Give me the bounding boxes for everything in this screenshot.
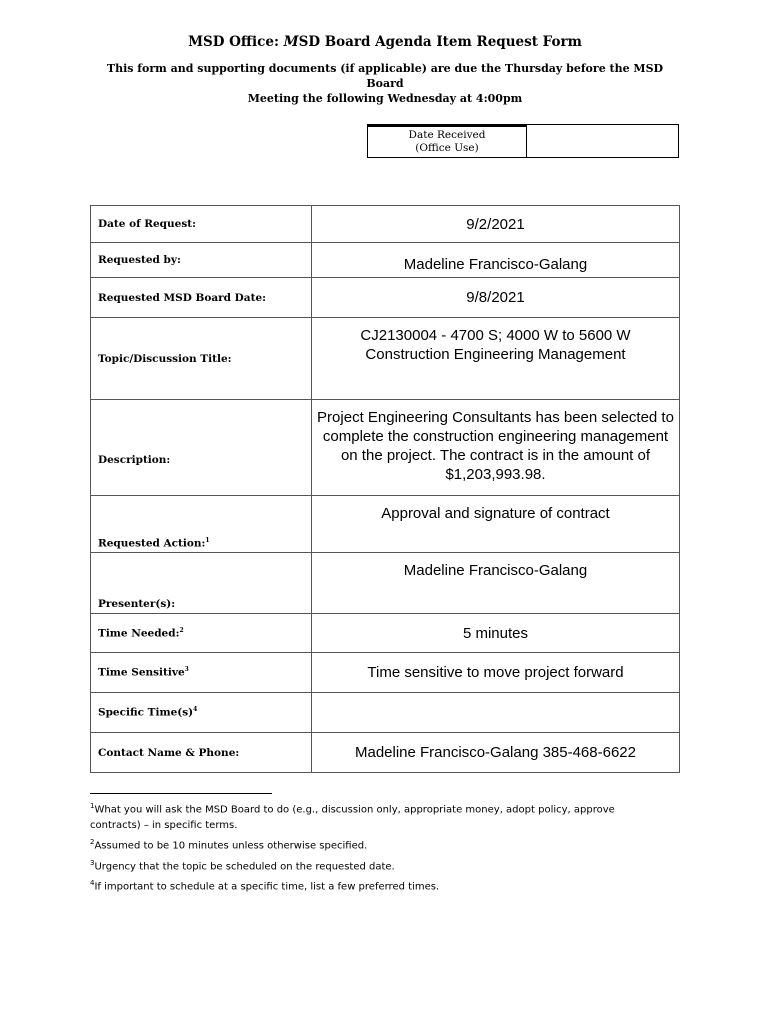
specific-times-label-text: Specific Time(s): [98, 706, 194, 719]
row-requested-action: [91, 496, 680, 553]
description-value-line-4: $1,203,993.98.: [445, 466, 546, 483]
date-of-request-label: Date of Request:: [91, 206, 312, 243]
time-sensitive-label-text: Time Sensitive: [98, 666, 185, 679]
specific-times-label: [91, 693, 312, 733]
requested-action-label: [91, 496, 312, 553]
footnote-1-line-1: What you will ask the MSD Board to do (e.g., discussion only, appropriate money, adopt policy, approve: [94, 804, 615, 816]
title-italic: M: [283, 34, 299, 50]
footnote-1-mark: 1: [90, 802, 95, 810]
description-value-line-1: Project Engineering Consultants has been selected to: [317, 409, 674, 426]
topic-label: Topic/Discussion Title:: [91, 318, 312, 400]
requested-board-date-label: Requested MSD Board Date:: [91, 278, 312, 318]
row-contact: [91, 733, 680, 773]
date-received-label-line-1: Date Received: [408, 129, 486, 141]
title-rest: SD Board Agenda Item Request Form: [298, 34, 582, 50]
time-sensitive-value[interactable]: Time sensitive to move project forward: [312, 653, 680, 693]
time-needed-label-text: Time Needed:: [98, 627, 180, 640]
time-sensitive-footnote-mark: 3: [184, 666, 189, 674]
footnote-4: [90, 875, 650, 895]
form-title: [0, 34, 770, 50]
description-label: Description:: [91, 400, 312, 496]
description-value-line-2: complete the construction engineering management: [322, 428, 669, 445]
row-description: [91, 400, 680, 496]
footnotes: [90, 793, 650, 895]
contact-value[interactable]: Madeline Francisco-Galang 385-468-6622: [312, 733, 680, 773]
row-requested-by: [91, 243, 680, 278]
requested-action-value[interactable]: Approval and signature of contract: [312, 496, 680, 553]
time-needed-label: [91, 614, 312, 653]
topic-value-line-2: Construction Engineering Management: [365, 346, 626, 363]
requested-by-label: Requested by:: [91, 243, 312, 278]
presenters-value[interactable]: Madeline Francisco-Galang: [312, 553, 680, 614]
subtitle-line-2: Meeting the following Wednesday at 4:00pm: [247, 92, 523, 105]
footnote-4-mark: 4: [90, 878, 95, 887]
description-value-line-3: on the project. The contract is in the amount of: [340, 447, 651, 464]
footnote-3: [90, 855, 650, 875]
footnote-2: [90, 834, 650, 854]
topic-value-line-1: CJ2130004 - 4700 S; 4000 W to 5600 W: [360, 327, 631, 344]
description-value[interactable]: [312, 400, 680, 496]
requested-by-value[interactable]: Madeline Francisco-Galang: [312, 243, 680, 278]
specific-times-value[interactable]: [312, 693, 680, 733]
time-sensitive-label: [91, 653, 312, 693]
row-presenters: [91, 553, 680, 614]
footnote-3-text: Urgency that the topic be scheduled on the requested date.: [94, 860, 395, 872]
date-received-label: [368, 125, 527, 157]
row-specific-times: [91, 693, 680, 733]
date-of-request-value[interactable]: 9/2/2021: [312, 206, 680, 243]
row-requested-board-date: [91, 278, 680, 318]
date-received-label-line-2: (Office Use): [415, 142, 479, 154]
contact-label: Contact Name & Phone:: [91, 733, 312, 773]
footnote-1-cont: contracts) – in specific terms.: [90, 820, 238, 832]
presenters-label: Presenter(s):: [91, 553, 312, 614]
form-subtitle: [90, 61, 680, 106]
row-date-of-request: [91, 206, 680, 243]
requested-board-date-value[interactable]: 9/8/2021: [312, 278, 680, 318]
row-topic: [91, 318, 680, 400]
requested-action-label-text: Requested Action:: [98, 537, 206, 549]
footnote-2-text: Assumed to be 10 minutes unless otherwise specified.: [94, 840, 368, 852]
title-prefix: MSD Office:: [188, 34, 284, 50]
footnote-2-mark: 2: [90, 838, 95, 847]
topic-value[interactable]: [312, 318, 680, 400]
time-needed-footnote-mark: 2: [179, 626, 184, 634]
date-received-field[interactable]: [527, 125, 678, 157]
date-received-box: [367, 124, 679, 158]
footnote-4-text: If important to schedule at a specific time, list a few preferred times.: [94, 881, 440, 893]
time-needed-value[interactable]: 5 minutes: [312, 614, 680, 653]
footnote-3-mark: 3: [90, 858, 95, 867]
row-time-needed: [91, 614, 680, 653]
subtitle-line-1: This form and supporting documents (if applicable) are due the Thursday before the MSD Board: [106, 62, 664, 90]
footnote-1: [90, 798, 650, 818]
row-time-sensitive: [91, 653, 680, 693]
specific-times-footnote-mark: 4: [193, 706, 198, 714]
requested-action-footnote-mark: 1: [205, 536, 210, 544]
request-form-table: [90, 205, 680, 773]
footnote-divider: [90, 793, 272, 794]
